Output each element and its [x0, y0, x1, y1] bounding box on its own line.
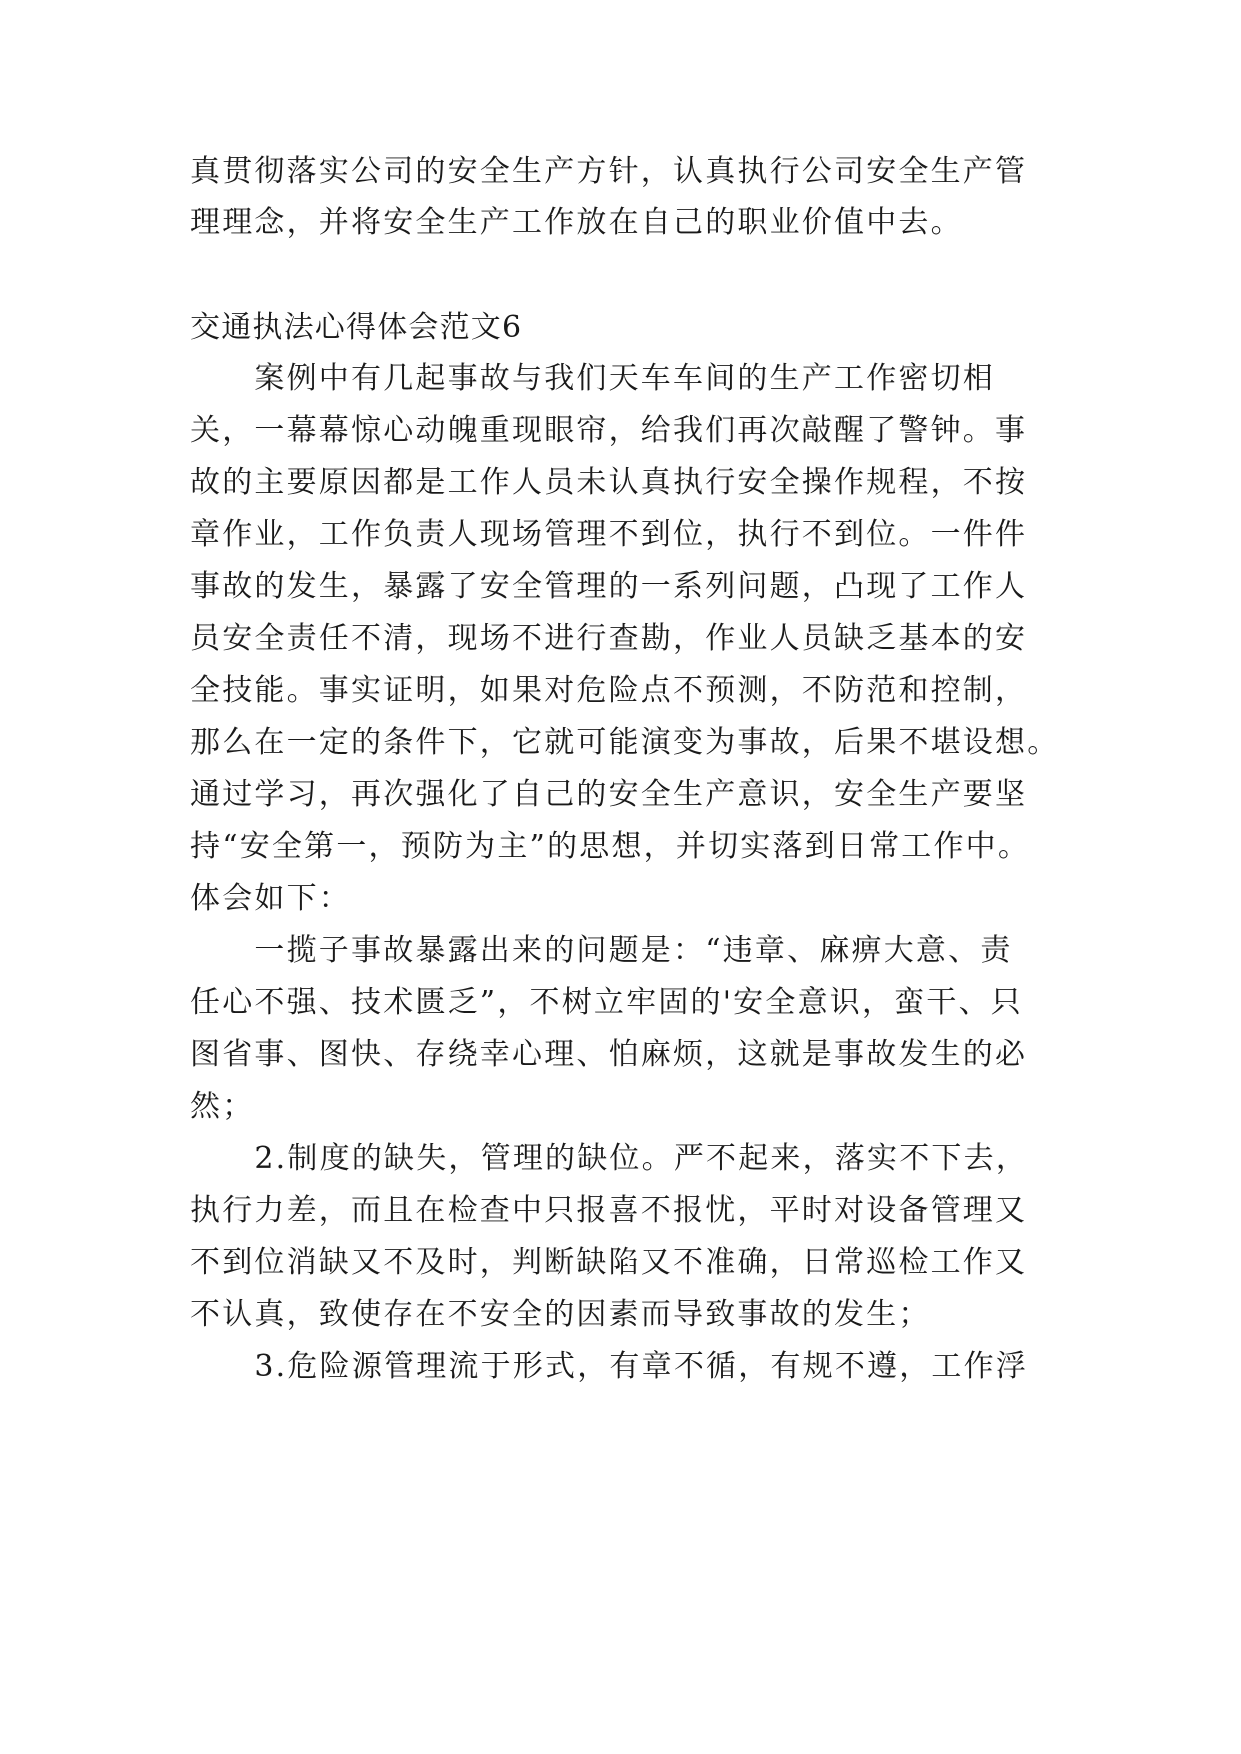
paragraph-line: 事故的发生，暴露了安全管理的一系列问题，凸现了工作人	[190, 569, 1028, 604]
paragraph-line: 任心不强、技术匮乏”，不树立牢固的'安全意识，蛮干、只	[190, 985, 1023, 1020]
paragraph-line: 图省事、图快、存绕幸心理、怕麻烦，这就是事故发生的必	[190, 1037, 1028, 1072]
paragraph-line: 一揽子事故暴露出来的问题是：“违章、麻痹大意、责	[190, 933, 1013, 968]
paragraph-line: 然；	[190, 1089, 255, 1124]
paragraph-line: 不到位消缺又不及时，判断缺陷又不准确，日常巡检工作又	[190, 1245, 1028, 1280]
paragraph-line: 持“安全第一，预防为主”的思想，并切实落到日常工作中。	[190, 829, 1031, 864]
paragraph-line: 通过学习，再次强化了自己的安全生产意识，安全生产要坚	[190, 777, 1028, 812]
paragraph-line: 关，一幕幕惊心动魄重现眼帘，给我们再次敲醒了警钟。事	[190, 413, 1028, 448]
section-heading: 交通执法心得体会范文6	[190, 310, 523, 345]
paragraph-line: 不认真，致使存在不安全的因素而导致事故的发生；	[190, 1297, 931, 1332]
paragraph-line: 章作业，工作负责人现场管理不到位，执行不到位。一件件	[190, 517, 1028, 552]
paragraph-line: 案例中有几起事故与我们天车车间的生产工作密切相	[190, 361, 995, 396]
paragraph-line: 员安全责任不清，现场不进行查勘，作业人员缺乏基本的安	[190, 621, 1028, 656]
paragraph-line: 体会如下：	[190, 881, 351, 916]
paragraph-line: 那么在一定的条件下，它就可能演变为事故，后果不堪设想。	[190, 725, 1060, 760]
paragraph-line: 3.危险源管理流于形式，有章不循，有规不遵，工作浮	[190, 1349, 1029, 1384]
paragraph-line: 故的主要原因都是工作人员未认真执行安全操作规程，不按	[190, 465, 1028, 500]
paragraph-line: 执行力差，而且在检查中只报喜不报忧，平时对设备管理又	[190, 1193, 1028, 1228]
paragraph-line: 理理念，并将安全生产工作放在自己的职业价值中去。	[190, 205, 963, 240]
paragraph-line: 2.制度的缺失，管理的缺位。严不起来，落实不下去，	[190, 1141, 1029, 1176]
paragraph-line: 全技能。事实证明，如果对危险点不预测，不防范和控制，	[190, 673, 1028, 708]
paragraph-line: 真贯彻落实公司的安全生产方针，认真执行公司安全生产管	[190, 154, 1028, 189]
